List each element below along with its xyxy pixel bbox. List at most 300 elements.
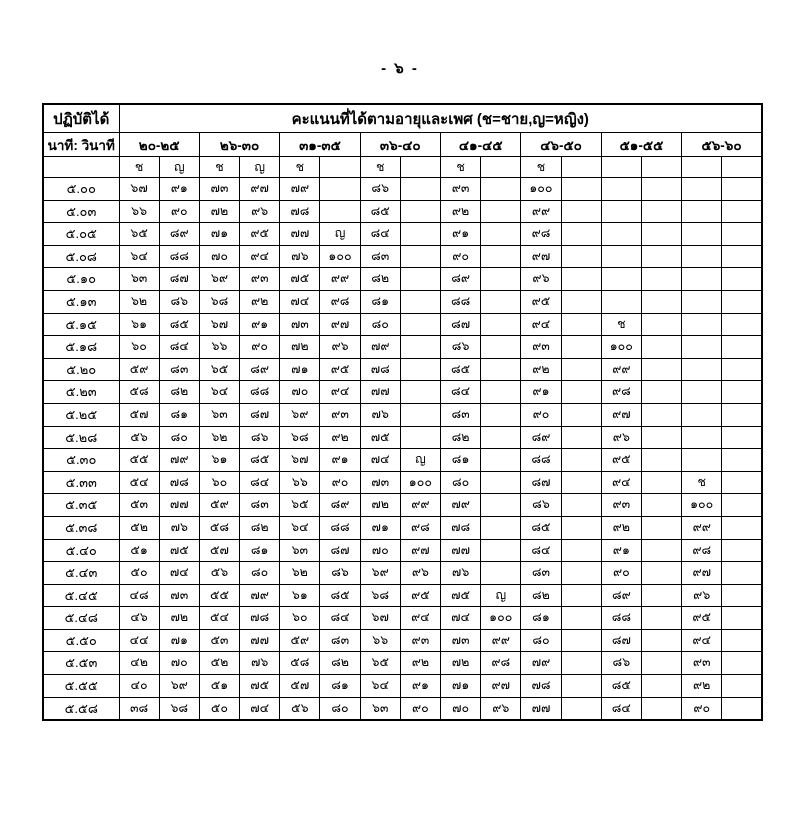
- score-cell: [641, 178, 681, 201]
- score-cell: ญ: [400, 449, 440, 472]
- time-cell: ๕.๐๘: [43, 245, 119, 268]
- score-cell: [682, 336, 722, 359]
- score-cell: [641, 584, 681, 607]
- score-row: [43, 652, 762, 675]
- score-cell: [601, 178, 641, 201]
- score-cell: ๘๒: [360, 268, 400, 291]
- score-cell: [481, 245, 521, 268]
- score-cell: ๘๘: [521, 449, 561, 472]
- score-cell: ๙๗: [521, 245, 561, 268]
- score-cell: ๙๖: [240, 200, 280, 223]
- score-cell: ๙๖: [400, 562, 440, 585]
- time-cell: ๕.๓๘: [43, 516, 119, 539]
- score-row: [43, 268, 762, 291]
- score-cell: ๖๘: [199, 290, 239, 313]
- page-number: - ๖ -: [381, 60, 419, 77]
- score-cell: [641, 675, 681, 698]
- score-cell: [400, 403, 440, 426]
- score-cell: [400, 336, 440, 359]
- score-cell: ๘๓: [521, 562, 561, 585]
- score-row: [43, 223, 762, 246]
- score-cell: [601, 200, 641, 223]
- score-cell: [481, 449, 521, 472]
- time-cell: ๕.๑๐: [43, 268, 119, 291]
- score-cell: ๘๙: [441, 268, 481, 291]
- score-row: [43, 358, 762, 381]
- score-cell: ๗๕: [280, 268, 320, 291]
- score-row: [43, 449, 762, 472]
- score-cell: [722, 223, 762, 246]
- score-cell: ๖๔: [199, 381, 239, 404]
- score-cell: [641, 381, 681, 404]
- score-cell: [561, 607, 601, 630]
- time-cell: ๕.๑๕: [43, 313, 119, 336]
- score-cell: [400, 426, 440, 449]
- time-cell: ๕.๑๓: [43, 290, 119, 313]
- score-cell: ๘๖: [441, 336, 481, 359]
- score-cell: ช: [682, 471, 722, 494]
- score-cell: [561, 403, 601, 426]
- score-cell: [641, 403, 681, 426]
- score-cell: [641, 607, 681, 630]
- score-cell: ๕๙: [199, 494, 239, 517]
- score-cell: [641, 539, 681, 562]
- score-cell: ๖๐: [119, 336, 159, 359]
- score-cell: [481, 358, 521, 381]
- score-cell: [481, 381, 521, 404]
- score-cell: ๗๗: [159, 494, 199, 517]
- score-row: [43, 516, 762, 539]
- score-cell: ๕๖: [119, 426, 159, 449]
- score-cell: ๙๘: [601, 381, 641, 404]
- sex-header-blank: [481, 157, 521, 178]
- score-cell: ๖๘: [360, 584, 400, 607]
- score-cell: ๙๐: [400, 697, 440, 720]
- score-cell: ๗๙: [521, 652, 561, 675]
- score-cell: [481, 539, 521, 562]
- score-cell: ๙๑: [159, 178, 199, 201]
- score-cell: ๘๙: [601, 584, 641, 607]
- score-cell: [722, 562, 762, 585]
- score-cell: ๗๕: [441, 584, 481, 607]
- score-table-body: [43, 178, 762, 721]
- score-cell: ๙๐: [601, 562, 641, 585]
- score-cell: ๗๖: [240, 652, 280, 675]
- score-cell: ๕๗: [280, 675, 320, 698]
- score-cell: [682, 403, 722, 426]
- sex-header-blank: [320, 157, 360, 178]
- score-cell: ๘๐: [521, 629, 561, 652]
- score-cell: ๙๖: [682, 584, 722, 607]
- score-cell: ๖๓: [360, 697, 400, 720]
- score-cell: ๖๒: [119, 290, 159, 313]
- score-cell: [722, 471, 762, 494]
- score-cell: ๘๔: [320, 607, 360, 630]
- score-cell: [561, 675, 601, 698]
- score-cell: ๕๐: [119, 562, 159, 585]
- score-cell: ๗๘: [159, 471, 199, 494]
- age-group-header-6: ๔๖-๕๐: [521, 133, 601, 157]
- score-cell: ๙๗: [240, 178, 280, 201]
- score-cell: [601, 245, 641, 268]
- score-cell: [682, 268, 722, 291]
- score-cell: [641, 223, 681, 246]
- age-group-header-1: ๒๐-๒๕: [119, 133, 199, 157]
- score-cell: [641, 652, 681, 675]
- score-cell: ๘๐: [240, 562, 280, 585]
- score-row: [43, 426, 762, 449]
- score-cell: ๙๖: [481, 697, 521, 720]
- score-cell: ๖๙: [199, 268, 239, 291]
- score-cell: [682, 223, 722, 246]
- score-cell: ๙๑: [521, 381, 561, 404]
- score-cell: ๘๗: [240, 403, 280, 426]
- score-cell: ๘๓: [240, 494, 280, 517]
- time-cell: ๕.๒๓: [43, 381, 119, 404]
- score-cell: ๗๖: [159, 516, 199, 539]
- score-cell: ๗๔: [280, 290, 320, 313]
- header-row-title: [43, 104, 762, 133]
- score-cell: ๖๘: [280, 426, 320, 449]
- score-cell: ๗๖: [280, 245, 320, 268]
- score-cell: ๗๘: [240, 607, 280, 630]
- score-cell: [561, 200, 601, 223]
- score-cell: [641, 697, 681, 720]
- score-cell: ๙๖: [601, 426, 641, 449]
- score-cell: ๕๗: [119, 403, 159, 426]
- score-cell: ๙๐: [240, 336, 280, 359]
- header-row-sex: [43, 157, 762, 178]
- score-cell: [481, 268, 521, 291]
- sex-header: ญ: [240, 157, 280, 178]
- score-cell: [561, 381, 601, 404]
- score-cell: ๗๑: [199, 223, 239, 246]
- score-cell: [722, 584, 762, 607]
- score-cell: ๙๙: [601, 358, 641, 381]
- score-cell: [561, 245, 601, 268]
- score-cell: ๙๗: [320, 313, 360, 336]
- age-group-header-5: ๔๑-๔๕: [441, 133, 521, 157]
- score-cell: ๗๐: [280, 381, 320, 404]
- score-cell: [641, 471, 681, 494]
- score-cell: ๙๘: [481, 652, 521, 675]
- score-cell: ๙๓: [400, 629, 440, 652]
- score-cell: ๙๘: [320, 290, 360, 313]
- score-row: [43, 403, 762, 426]
- score-cell: ๕๔: [199, 607, 239, 630]
- score-cell: [722, 449, 762, 472]
- score-cell: [641, 268, 681, 291]
- score-row: [43, 607, 762, 630]
- score-cell: ๗๒: [441, 652, 481, 675]
- score-cell: ๙๓: [601, 494, 641, 517]
- score-cell: ๙๓: [521, 336, 561, 359]
- score-cell: ๘๖: [240, 426, 280, 449]
- score-cell: ๙๓: [682, 652, 722, 675]
- score-cell: ๖๑: [199, 449, 239, 472]
- score-cell: ญ: [481, 584, 521, 607]
- time-cell: ๕.๔๐: [43, 539, 119, 562]
- score-row: [43, 313, 762, 336]
- time-cell: ๕.๑๘: [43, 336, 119, 359]
- score-cell: ๗๑: [441, 675, 481, 698]
- score-cell: ๖๗: [119, 178, 159, 201]
- score-cell: [561, 562, 601, 585]
- score-cell: ๙๖: [320, 336, 360, 359]
- score-cell: [641, 562, 681, 585]
- score-cell: ๙๔: [240, 245, 280, 268]
- score-cell: ๑๐๐: [320, 245, 360, 268]
- score-cell: ๕๖: [199, 562, 239, 585]
- score-cell: ๑๐๐: [481, 607, 521, 630]
- score-cell: ๖๖: [199, 336, 239, 359]
- score-cell: ๑๐๐: [682, 494, 722, 517]
- score-cell: ๖๙: [360, 562, 400, 585]
- score-cell: ๗๓: [280, 313, 320, 336]
- score-cell: ๗๘: [521, 675, 561, 698]
- score-cell: ๗๗: [521, 697, 561, 720]
- score-cell: [722, 178, 762, 201]
- score-cell: ๙๔: [400, 607, 440, 630]
- score-cell: ๖๕: [280, 494, 320, 517]
- score-cell: ๘๗: [441, 313, 481, 336]
- score-cell: ๙๗: [601, 403, 641, 426]
- score-cell: ๗๔: [159, 562, 199, 585]
- time-cell: ๕.๔๓: [43, 562, 119, 585]
- score-cell: ๗๒: [159, 607, 199, 630]
- score-cell: [561, 471, 601, 494]
- score-cell: ๕๒: [119, 516, 159, 539]
- score-cell: ๙๔: [320, 381, 360, 404]
- score-cell: ๕๙: [280, 629, 320, 652]
- score-cell: ๘๖: [159, 290, 199, 313]
- time-cell: ๕.๔๕: [43, 584, 119, 607]
- score-cell: ๙๗: [682, 562, 722, 585]
- score-cell: ๖๓: [280, 539, 320, 562]
- score-cell: ๙๕: [400, 584, 440, 607]
- score-cell: ๘๕: [159, 313, 199, 336]
- score-cell: [481, 471, 521, 494]
- score-cell: ๘๙: [159, 223, 199, 246]
- score-cell: [722, 381, 762, 404]
- score-cell: ๘๓: [159, 358, 199, 381]
- score-cell: ๗๗: [360, 381, 400, 404]
- score-cell: ๗๐: [441, 697, 481, 720]
- score-cell: ๖๔: [280, 516, 320, 539]
- score-cell: ๘๔: [521, 539, 561, 562]
- score-cell: ๗๕: [240, 675, 280, 698]
- score-cell: ๖๔: [360, 675, 400, 698]
- score-cell: [682, 426, 722, 449]
- score-cell: ๖๙: [280, 403, 320, 426]
- score-cell: [400, 313, 440, 336]
- score-cell: [561, 426, 601, 449]
- score-cell: [561, 268, 601, 291]
- score-cell: [641, 449, 681, 472]
- score-cell: ๘๖: [360, 178, 400, 201]
- score-table: [42, 103, 763, 721]
- score-cell: ๖๔: [119, 245, 159, 268]
- time-cell: ๕.๕๕: [43, 675, 119, 698]
- score-cell: ๙๙: [521, 200, 561, 223]
- score-cell: ๖๒: [280, 562, 320, 585]
- score-cell: [641, 245, 681, 268]
- score-cell: ๖๕: [119, 223, 159, 246]
- score-cell: [601, 290, 641, 313]
- score-cell: ๘๐: [360, 313, 400, 336]
- score-cell: ๕๗: [199, 539, 239, 562]
- score-cell: ๙๑: [601, 539, 641, 562]
- score-cell: ๗๓: [199, 178, 239, 201]
- score-cell: ๕๔: [119, 471, 159, 494]
- score-cell: [641, 290, 681, 313]
- score-cell: ๖๘: [159, 697, 199, 720]
- score-cell: ๗๘: [280, 200, 320, 223]
- score-cell: [561, 449, 601, 472]
- score-cell: [722, 245, 762, 268]
- score-cell: ๙๑: [240, 313, 280, 336]
- score-cell: [722, 403, 762, 426]
- score-cell: ๘๗: [159, 268, 199, 291]
- score-cell: [481, 426, 521, 449]
- score-cell: ๖๐: [199, 471, 239, 494]
- score-cell: ๘๖: [320, 562, 360, 585]
- score-cell: [561, 516, 601, 539]
- score-cell: ๖๓: [199, 403, 239, 426]
- score-cell: ๖๖: [119, 200, 159, 223]
- score-cell: [481, 494, 521, 517]
- score-cell: ๘๑: [360, 290, 400, 313]
- score-cell: [641, 336, 681, 359]
- score-cell: [722, 290, 762, 313]
- time-cell: ๕.๓๓: [43, 471, 119, 494]
- score-cell: [400, 200, 440, 223]
- score-cell: ๙๐: [521, 403, 561, 426]
- score-cell: ๙๒: [441, 200, 481, 223]
- score-cell: ๖๐: [280, 607, 320, 630]
- time-cell: ๕.๐๓: [43, 200, 119, 223]
- score-cell: [641, 200, 681, 223]
- score-cell: ๙๑: [320, 449, 360, 472]
- age-group-header-4: ๓๖-๔๐: [360, 133, 440, 157]
- score-cell: ๘๓: [320, 629, 360, 652]
- score-cell: ๗๗: [280, 223, 320, 246]
- score-cell: [561, 494, 601, 517]
- score-cell: ๗๔: [360, 449, 400, 472]
- score-cell: [561, 584, 601, 607]
- score-cell: [682, 178, 722, 201]
- score-cell: ๘๓: [441, 403, 481, 426]
- score-cell: ๘๕: [240, 449, 280, 472]
- score-cell: [400, 290, 440, 313]
- score-cell: ๗๒: [280, 336, 320, 359]
- score-cell: ๙๒: [320, 426, 360, 449]
- score-row: [43, 539, 762, 562]
- score-cell: ๘๔: [441, 381, 481, 404]
- score-cell: ๗๒: [199, 200, 239, 223]
- score-cell: [722, 200, 762, 223]
- score-cell: [722, 629, 762, 652]
- score-cell: [641, 313, 681, 336]
- score-cell: ๘๐: [159, 426, 199, 449]
- score-row: [43, 471, 762, 494]
- score-header: คะแนนที่ได้ตามอายุและเพศ (ช=ชาย,ญ=หญิง): [119, 104, 762, 133]
- score-cell: ๕๑: [119, 539, 159, 562]
- score-cell: ๖๕: [199, 358, 239, 381]
- score-row: [43, 336, 762, 359]
- score-row: [43, 381, 762, 404]
- score-cell: ๗๖: [441, 562, 481, 585]
- score-cell: ๖๗: [360, 607, 400, 630]
- score-cell: [561, 178, 601, 201]
- score-cell: ๕๓: [199, 629, 239, 652]
- sex-header-blank: [722, 157, 762, 178]
- time-cell: ๕.๕๓: [43, 652, 119, 675]
- score-row: [43, 290, 762, 313]
- time-cell: ๕.๓๕: [43, 494, 119, 517]
- score-cell: [722, 426, 762, 449]
- score-cell: [320, 178, 360, 201]
- score-cell: [722, 516, 762, 539]
- score-row: [43, 584, 762, 607]
- score-cell: [641, 426, 681, 449]
- score-cell: [561, 336, 601, 359]
- score-cell: ๕๘: [280, 652, 320, 675]
- score-cell: ๘๔: [601, 697, 641, 720]
- score-cell: ๙๓: [441, 178, 481, 201]
- score-cell: ๗๒: [360, 494, 400, 517]
- score-cell: ๕๓: [119, 494, 159, 517]
- score-cell: ๙๑: [400, 675, 440, 698]
- score-cell: [722, 336, 762, 359]
- score-cell: [601, 268, 641, 291]
- score-cell: ๖๗: [280, 449, 320, 472]
- score-cell: ๙๘: [682, 539, 722, 562]
- score-cell: ๘๗: [601, 629, 641, 652]
- score-cell: [481, 562, 521, 585]
- score-cell: ๙๘: [521, 223, 561, 246]
- sex-header: ช: [280, 157, 320, 178]
- score-cell: ๘๑: [240, 539, 280, 562]
- score-cell: [320, 200, 360, 223]
- score-cell: [682, 358, 722, 381]
- score-cell: [641, 494, 681, 517]
- score-row: [43, 675, 762, 698]
- time-cell: ๕.๒๘: [43, 426, 119, 449]
- score-cell: ๘๒: [159, 381, 199, 404]
- score-cell: [682, 200, 722, 223]
- blank-corner-cell: [43, 157, 119, 178]
- score-cell: ๑๐๐: [521, 178, 561, 201]
- score-cell: ช: [601, 313, 641, 336]
- age-group-header-3: ๓๑-๓๕: [280, 133, 360, 157]
- score-cell: ๙๖: [521, 268, 561, 291]
- score-cell: ๘๙: [240, 358, 280, 381]
- score-cell: ๙๔: [521, 313, 561, 336]
- score-cell: ๗๓: [441, 629, 481, 652]
- score-cell: ๗๙: [280, 178, 320, 201]
- score-cell: ๖๖: [360, 629, 400, 652]
- score-cell: ๘๑: [441, 449, 481, 472]
- score-cell: [481, 336, 521, 359]
- sex-header: ช: [360, 157, 400, 178]
- score-cell: ๔๖: [119, 607, 159, 630]
- score-cell: ๗๗: [441, 539, 481, 562]
- score-cell: ๘๔: [360, 223, 400, 246]
- time-cell: ๕.๐๕: [43, 223, 119, 246]
- score-cell: [400, 223, 440, 246]
- score-cell: ๘๙: [521, 426, 561, 449]
